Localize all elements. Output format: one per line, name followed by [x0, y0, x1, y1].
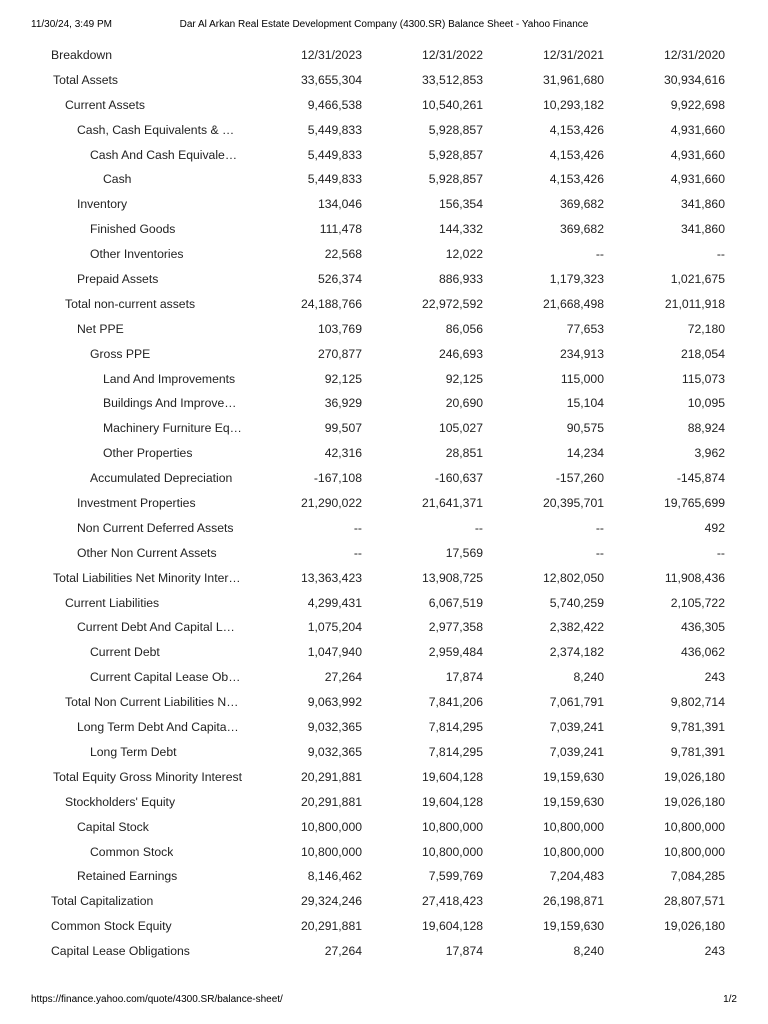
row-value: 10,800,000	[664, 819, 725, 834]
row-value: --	[716, 545, 725, 560]
row-value: 4,153,426	[549, 172, 604, 187]
row-label: Gross PPE	[90, 346, 151, 361]
row-value: 19,604,128	[422, 919, 483, 934]
row-value: 134,046	[317, 197, 362, 212]
table-row	[47, 118, 732, 143]
table-row	[47, 740, 732, 765]
row-value: 33,655,304	[301, 72, 362, 87]
row-value: 20,291,881	[301, 769, 362, 784]
table-row	[47, 217, 732, 242]
table-row	[47, 939, 732, 964]
row-label: Land And Improvements	[103, 371, 236, 386]
column-header-2023: 12/31/2023	[301, 48, 362, 62]
row-value: -167,108	[313, 471, 362, 486]
table-row	[47, 416, 732, 441]
table-row	[47, 665, 732, 690]
page-url: https://finance.yahoo.com/quote/4300.SR/balance-sheet/	[31, 994, 283, 1005]
row-value: 10,800,000	[301, 819, 362, 834]
row-value: 5,449,833	[307, 147, 362, 162]
page-title: Dar Al Arkan Real Estate Development Company (4300.SR) Balance Sheet - Yahoo Finance	[179, 19, 589, 30]
row-value: 21,290,022	[301, 496, 362, 511]
row-label: Investment Properties	[77, 496, 196, 511]
row-value: 19,026,180	[664, 769, 725, 784]
row-value: 21,641,371	[422, 496, 483, 511]
row-value: 436,305	[680, 620, 725, 635]
row-value: 369,682	[559, 222, 604, 237]
row-value: 86,056	[445, 321, 483, 336]
row-value: 4,931,660	[670, 122, 725, 137]
row-value: 28,807,571	[664, 894, 725, 909]
row-value: 1,047,940	[307, 645, 362, 660]
row-label: Current Capital Lease Ob…	[90, 670, 241, 685]
row-value: 19,159,630	[543, 769, 604, 784]
row-value: 5,928,857	[428, 172, 483, 187]
row-value: 20,395,701	[543, 496, 604, 511]
row-value: 4,299,431	[307, 595, 362, 610]
row-value: 21,011,918	[664, 296, 725, 311]
row-value: 5,928,857	[428, 122, 483, 137]
table-row	[47, 93, 732, 118]
row-value: 9,781,391	[670, 720, 725, 735]
row-value: 19,159,630	[543, 919, 604, 934]
row-value: 21,668,498	[543, 296, 604, 311]
row-value: 7,061,791	[549, 695, 604, 710]
row-value: 7,814,295	[428, 720, 483, 735]
row-value: 9,032,365	[307, 744, 362, 759]
row-value: 8,240	[573, 944, 604, 959]
row-value: 9,063,992	[307, 695, 362, 710]
row-label: Total non-current assets	[65, 296, 196, 311]
table-row	[47, 491, 732, 516]
table-row	[47, 317, 732, 342]
row-value: 156,354	[438, 197, 483, 212]
balance-sheet-table	[47, 43, 732, 964]
row-value: 4,931,660	[670, 172, 725, 187]
table-row	[47, 864, 732, 889]
row-label: Total Equity Gross Minority Interest	[53, 769, 242, 784]
row-value: 9,466,538	[307, 97, 362, 112]
row-value: 10,095	[687, 396, 725, 411]
row-value: 19,159,630	[543, 794, 604, 809]
row-value: 8,146,462	[307, 869, 362, 884]
row-value: 218,054	[680, 346, 725, 361]
row-value: 13,908,725	[422, 570, 483, 585]
row-label: Other Inventories	[90, 247, 184, 262]
row-value: 6,067,519	[428, 595, 483, 610]
row-value: 341,860	[680, 222, 725, 237]
row-label: Common Stock Equity	[51, 919, 172, 934]
row-value: 20,690	[445, 396, 483, 411]
row-value: 19,765,699	[664, 496, 725, 511]
column-header-2020: 12/31/2020	[664, 48, 725, 62]
row-value: 27,264	[324, 944, 362, 959]
column-header-breakdown: Breakdown	[51, 48, 112, 62]
row-value: 15,104	[566, 396, 604, 411]
row-value: 72,180	[687, 321, 725, 336]
row-value: 28,851	[445, 446, 483, 461]
row-value: 22,568	[324, 247, 362, 262]
table-row	[47, 192, 732, 217]
row-value: 20,291,881	[301, 919, 362, 934]
row-label: Machinery Furniture Eq…	[103, 421, 242, 436]
row-value: 7,814,295	[428, 744, 483, 759]
row-value: 115,073	[681, 371, 725, 386]
row-label: Other Properties	[103, 446, 193, 461]
row-value: 7,039,241	[549, 744, 604, 759]
row-value: 4,153,426	[549, 122, 604, 137]
table-row	[47, 615, 732, 640]
row-value: 26,198,871	[543, 894, 604, 909]
row-label: Current Debt	[90, 645, 160, 660]
row-value: 111,478	[319, 222, 362, 237]
row-label: Total Liabilities Net Minority Inter…	[53, 570, 241, 585]
row-value: 88,924	[687, 421, 725, 436]
table-row	[47, 715, 732, 740]
row-value: 31,961,680	[543, 72, 604, 87]
row-value: --	[353, 520, 362, 535]
table-row	[47, 367, 732, 392]
column-header-2021: 12/31/2021	[543, 48, 604, 62]
table-row	[47, 292, 732, 317]
row-value: 369,682	[559, 197, 604, 212]
table-row	[47, 466, 732, 491]
row-label: Capital Lease Obligations	[51, 944, 190, 959]
row-value: 77,653	[566, 321, 604, 336]
row-value: --	[595, 520, 604, 535]
row-label: Non Current Deferred Assets	[77, 520, 234, 535]
row-value: 12,802,050	[543, 570, 604, 585]
row-value: 436,062	[680, 645, 725, 660]
table-row	[47, 391, 732, 416]
print-datetime: 11/30/24, 3:49 PM	[31, 19, 112, 30]
row-value: 7,204,483	[549, 869, 604, 884]
row-value: 7,599,769	[428, 869, 483, 884]
table-row	[47, 242, 732, 267]
row-value: 7,039,241	[549, 720, 604, 735]
row-value: 10,800,000	[422, 819, 483, 834]
row-value: 9,922,698	[670, 97, 725, 112]
row-value: 27,264	[324, 670, 362, 685]
row-value: 243	[704, 944, 725, 959]
row-value: 243	[704, 670, 725, 685]
row-value: 9,032,365	[307, 720, 362, 735]
row-value: 7,841,206	[428, 695, 483, 710]
row-value: 8,240	[573, 670, 604, 685]
row-label: Total Assets	[53, 72, 119, 87]
row-value: 10,800,000	[422, 844, 483, 859]
row-value: --	[716, 247, 725, 262]
row-value: 105,027	[438, 421, 483, 436]
row-label: Capital Stock	[77, 819, 149, 834]
row-value: 5,928,857	[428, 147, 483, 162]
table-row	[47, 441, 732, 466]
row-value: -160,637	[434, 471, 483, 486]
row-label: Current Assets	[65, 97, 145, 112]
row-value: --	[595, 247, 604, 262]
row-label: Common Stock	[90, 844, 174, 859]
row-value: 20,291,881	[301, 794, 362, 809]
row-value: 526,374	[317, 272, 362, 287]
row-value: 19,604,128	[422, 769, 483, 784]
row-value: 246,693	[438, 346, 483, 361]
row-label: Current Debt And Capital L…	[77, 620, 235, 635]
row-value: 19,026,180	[664, 919, 725, 934]
row-value: 10,800,000	[301, 844, 362, 859]
page-number: 1/2	[723, 994, 737, 1005]
print-footer	[31, 991, 737, 1007]
table-row	[47, 840, 732, 865]
table-row	[47, 889, 732, 914]
row-value: 19,604,128	[422, 794, 483, 809]
row-value: 492	[704, 520, 725, 535]
row-value: 19,026,180	[664, 794, 725, 809]
row-value: 29,324,246	[301, 894, 362, 909]
row-value: 115,000	[560, 371, 604, 386]
row-value: 270,877	[317, 346, 362, 361]
row-value: 17,874	[445, 670, 483, 685]
row-label: Stockholders' Equity	[65, 794, 176, 809]
row-label: Total Non Current Liabilities N…	[65, 695, 239, 710]
row-value: 5,740,259	[549, 595, 604, 610]
row-value: 22,972,592	[422, 296, 483, 311]
table-row	[47, 690, 732, 715]
row-value: 92,125	[445, 371, 483, 386]
row-value: -157,260	[555, 471, 604, 486]
row-value: 10,800,000	[543, 819, 604, 834]
row-value: 17,874	[445, 944, 483, 959]
table-row	[47, 640, 732, 665]
row-value: --	[474, 520, 483, 535]
row-value: 234,913	[559, 346, 604, 361]
row-value: 30,934,616	[664, 72, 725, 87]
row-label: Cash, Cash Equivalents & …	[77, 122, 235, 137]
row-value: 9,802,714	[670, 695, 725, 710]
row-value: 5,449,833	[307, 122, 362, 137]
row-value: 13,363,423	[301, 570, 362, 585]
row-label: Prepaid Assets	[77, 272, 159, 287]
row-value: 10,800,000	[543, 844, 604, 859]
row-value: 5,449,833	[307, 172, 362, 187]
row-value: 3,962	[694, 446, 725, 461]
row-value: 90,575	[566, 421, 604, 436]
table-header-row	[47, 43, 732, 68]
row-value: 4,931,660	[670, 147, 725, 162]
row-value: 103,769	[317, 321, 362, 336]
row-label: Cash	[103, 172, 132, 187]
row-value: 17,569	[445, 545, 483, 560]
row-value: 10,293,182	[543, 97, 604, 112]
row-value: --	[353, 545, 362, 560]
row-value: 24,188,766	[301, 296, 362, 311]
table-row	[47, 914, 732, 939]
row-value: 99,507	[324, 421, 362, 436]
table-row	[47, 591, 732, 616]
table-row	[47, 143, 732, 168]
row-label: Retained Earnings	[77, 869, 178, 884]
table-row	[47, 815, 732, 840]
row-value: 92,125	[324, 371, 362, 386]
row-value: 2,977,358	[428, 620, 483, 635]
row-value: 10,540,261	[422, 97, 483, 112]
row-value: 27,418,423	[422, 894, 483, 909]
row-value: 14,234	[566, 446, 604, 461]
row-label: Other Non Current Assets	[77, 545, 217, 560]
row-label: Net PPE	[77, 321, 124, 336]
row-value: -145,874	[676, 471, 725, 486]
row-value: 36,929	[324, 396, 362, 411]
row-label: Cash And Cash Equivale…	[90, 147, 238, 162]
row-value: 886,933	[438, 272, 483, 287]
row-value: 7,084,285	[670, 869, 725, 884]
row-label: Accumulated Depreciation	[90, 471, 233, 486]
row-value: 42,316	[324, 446, 362, 461]
row-value: 1,021,675	[670, 272, 725, 287]
row-label: Inventory	[77, 197, 128, 212]
table-body	[47, 68, 732, 964]
table-row	[47, 516, 732, 541]
row-value: 12,022	[445, 247, 483, 262]
row-value: --	[595, 545, 604, 560]
table-row	[47, 68, 732, 93]
row-value: 1,179,323	[549, 272, 604, 287]
row-value: 1,075,204	[307, 620, 362, 635]
row-value: 11,908,436	[664, 570, 725, 585]
row-value: 144,332	[438, 222, 483, 237]
row-value: 9,781,391	[670, 744, 725, 759]
row-label: Finished Goods	[90, 222, 176, 237]
row-value: 2,382,422	[549, 620, 604, 635]
row-label: Total Capitalization	[51, 894, 154, 909]
row-value: 341,860	[680, 197, 725, 212]
table-row	[47, 167, 732, 192]
table-row	[47, 790, 732, 815]
table-row	[47, 267, 732, 292]
row-value: 2,959,484	[428, 645, 483, 660]
table-row	[47, 541, 732, 566]
row-label: Current Liabilities	[65, 595, 160, 610]
table-row	[47, 342, 732, 367]
column-header-2022: 12/31/2022	[422, 48, 483, 62]
row-value: 33,512,853	[422, 72, 483, 87]
row-label: Buildings And Improve…	[103, 396, 237, 411]
table-row	[47, 566, 732, 591]
print-header	[31, 16, 737, 36]
row-label: Long Term Debt	[90, 744, 177, 759]
row-value: 2,374,182	[549, 645, 604, 660]
row-value: 4,153,426	[549, 147, 604, 162]
row-value: 10,800,000	[664, 844, 725, 859]
row-label: Long Term Debt And Capita…	[77, 720, 239, 735]
table-row	[47, 765, 732, 790]
row-value: 2,105,722	[670, 595, 725, 610]
